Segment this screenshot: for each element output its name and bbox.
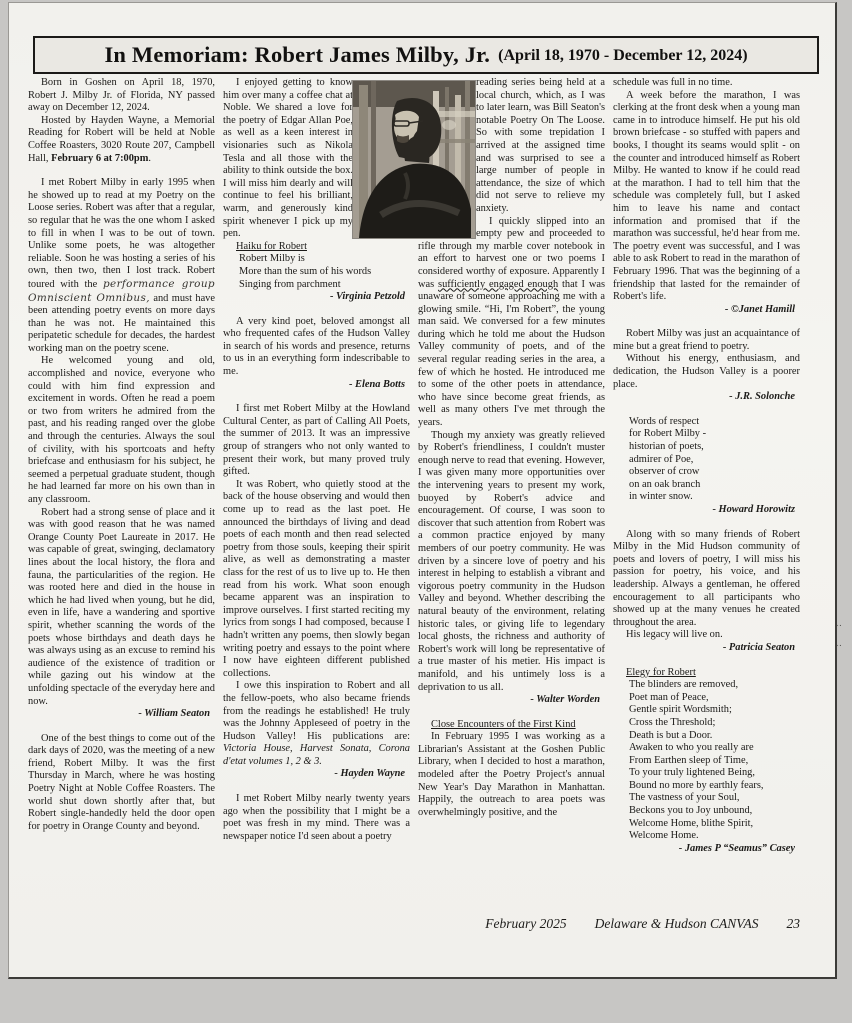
footer-publication-name: Delaware & Hudson CANVAS <box>594 916 759 931</box>
paragraph-gap <box>613 517 800 529</box>
paragraph <box>28 77 215 115</box>
signature: - William Seaton <box>138 708 210 720</box>
column-1 <box>28 77 215 937</box>
section-heading: Close Encounters of the First Kind <box>431 718 576 730</box>
paragraph <box>418 216 605 430</box>
signature: - Walter Worden <box>530 694 600 706</box>
paragraph <box>613 90 800 304</box>
text-segment: It was Robert, who quietly stood at the back of the house observing and would then come up to read as the last poet. He announced the birthdays of living and dead poets of each month and then read selected poetry from those souls, keeping their spirit alive, as well as demonstrating a master class for the rest of us to live up to. He then read from his work. What soon enough became apparent was an inspiration to improve ourselves. I first started reciting my lyrics from songs I had composed, because I hadn't written any poems, then slowly began writing poetry and essays to the point where I now have eighteen different published collections. <box>223 478 410 679</box>
paragraph <box>418 731 605 819</box>
paragraph-gap <box>613 655 800 667</box>
poem-line: observer of crow <box>629 466 700 478</box>
poem-line: From Earthen sleep of Time, <box>629 754 749 766</box>
robert-milby-photo <box>353 81 475 238</box>
text-segment: I met Robert Milby in early 1995 when he showed up to read at my Poetry on the Loose series. Robert was after that a regular, so regular that he was the one whom I asked to fill in when I was to be out of town. Unlike some poets, he was altogether reliable. Soon he was hosting a series of his own, then two, then I lost track. Robert toured with the <box>28 177 215 290</box>
scan-artifact: .. .. <box>836 618 843 648</box>
signature: - Hayden Wayne <box>334 768 405 780</box>
poem-line: for Robert Milby - <box>629 428 707 440</box>
styled-text-segment: Victoria House, Harvest Sonata, Corona d'etat volumes 1, 2 & 3. <box>223 743 410 767</box>
paragraph <box>223 316 410 379</box>
text-segment: schedule was full in no time. <box>613 77 733 88</box>
signature: - Elena Botts <box>348 378 405 390</box>
page-footer <box>485 916 800 932</box>
text-segment: His legacy will live on. <box>626 629 723 641</box>
poem-line: Welcome Home. <box>629 830 699 842</box>
paragraph <box>418 430 605 694</box>
paragraph <box>613 77 800 90</box>
paragraph-gap <box>613 316 800 328</box>
poem-line: The blinders are removed, <box>629 679 739 691</box>
paragraph <box>613 629 800 642</box>
paragraph <box>613 529 800 630</box>
text-segment: . <box>148 152 151 164</box>
poem-line: Singing from parchment <box>239 278 341 290</box>
paragraph <box>28 115 215 165</box>
text-segment: Robert Milby was just an acquaintance of mine but a great friend to poetry. <box>613 328 800 352</box>
paragraph-gap <box>28 721 215 733</box>
poem-line: Awaken to who you really are <box>629 742 754 754</box>
paragraph <box>28 177 215 355</box>
paragraph <box>613 353 800 391</box>
signature: - Virginia Petzold <box>329 291 405 303</box>
text-segment: Along with so many friends of Robert Milby in the Mid Hudson community of poets and lovers of poetry, I will miss his passion for poetry, his voice, and his leadership. Always a gentleman, he offered encouragement to all participants who showed up at the many venues he created throughout the area. <box>613 528 800 628</box>
text-segment: He welcomed young and old, accomplished and novice, everyone who could with him find expression and excitement in words. Often he read a poem or two from writers he admired from the past, and his reading ranged over the globe and through the centuries. Always the soul of civility, with his sportcoats and hefty briefcase and enthusiasm for his subject, he seemed a perpetual graduate student, though he had learned far more on his own than in any classroom. <box>28 355 215 505</box>
poem-line: Cross the Threshold; <box>629 716 716 728</box>
paragraph <box>223 793 410 843</box>
memoriam-title-box <box>33 36 819 74</box>
poem-line: admirer of Poe, <box>629 453 694 465</box>
paragraph <box>223 479 410 681</box>
poem-line: The vastness of your Soul, <box>629 792 740 804</box>
paragraph-gap <box>418 707 605 719</box>
text-segment: Without his energy, enthusiasm, and dedication, the Hudson Valley is a poorer place. <box>613 353 800 390</box>
text-segment: I quickly slipped into an empty pew and proceeded to rifle through my marble cover notebook in an effort to harvest one or two poems I considered worthy of exposure. Apparently I was <box>418 215 605 290</box>
poem-line: Words of respect <box>629 415 700 427</box>
text-segment: I enjoyed getting to know him over many a coffee chat at Noble. We shared a love for the poetry of Edgar Allan Poe, as well as a keen interest in visionaries such as Nikola Tesla and all those with the ability to think outside the box. I will miss him dearly and will continue to feel his brilliant, warm, and generously kind spirit whenever I pick up my pen. <box>223 77 353 240</box>
paragraph <box>28 733 215 834</box>
text-segment: Hosted by Hayden Wayne, a Memorial Reading for Robert will be held at Noble Coffee Roasters, 3020 Route 207, Campbell Hall, <box>28 114 215 164</box>
paragraph-gap <box>223 781 410 793</box>
paragraph <box>613 328 800 353</box>
portrait-photo-graphic <box>353 81 475 238</box>
poem-line: Poet man of Peace, <box>629 691 709 703</box>
text-segment: Robert had a strong sense of place and it was with good reason that he was named Orange County Poet Laureate in 2017. He was capable of great, swinging, declamatory lines about the local history, the flora and fauna, the particularities of the region. He was rooted here and died in the house in which he had lived when young, but he did, even in life, have a wandering and sportive spirit, whether scanning the words of the poets whose birthdays and death days he was always using as an excuse to remind his audience of the existence of tradition or while gazing out his window at the unfolding spectacle of the everyday here and now. <box>28 506 215 707</box>
text-segment: reading series being held at a local church, which, as I was to later learn, was Bill Seaton's notable Poetry On The Loose. So with some trepidation I arrived at the assigned time and was surprised to see a large number of people in attendance, the size of which did not serve to relieve my anxiety. <box>476 77 605 214</box>
text-segment: Born in Goshen on April 18, 1970, Robert J. Milby Jr. of Florida, NY passed away on December 12, 2024. <box>28 77 215 114</box>
poem-line: Bound no more by earthly fears, <box>629 779 764 791</box>
text-segment: I first met Robert Milby at the Howland Cultural Center, as part of Calling All Poets, the summer of 2013. It was an impressive group of strangers who not only wanted to present their work, but many proved truly gifted. <box>223 403 410 478</box>
text-segment: I owe this inspiration to Robert and all the fellow-poets, who also became friends from the readings he established! He truly was the Johnny Appleseed of poetry in the Hudson Valley! His publications are: <box>223 680 410 742</box>
section-heading: Elegy for Robert <box>626 666 696 678</box>
column-4 <box>613 77 800 937</box>
text-segment: One of the best things to come out of the dark days of 2020, was the meeting of a new friend, Robert Milby. It was the first Thursday in March, where he was hosting Poetry Night at Noble Coffee Roasters. The world shut down shortly after that, but Robert single-handedly held the door open for poetry in Orange County and beyond. <box>28 732 215 832</box>
poem-line: Beckons you to Joy unbound, <box>629 805 753 817</box>
paragraph-gap <box>223 391 410 403</box>
poem-line: Death is but a Door. <box>629 729 713 741</box>
paragraph-gap <box>223 304 410 316</box>
text-segment: I met Robert Milby nearly twenty years ago when the possibility that I might be a poet was fresh in my mind. There was a newspaper notice I'd seen about a poetry <box>223 793 410 842</box>
signature: - James P “Seamus” Casey <box>678 842 795 854</box>
poem-line: Welcome Home, blithe Spirit, <box>629 817 754 829</box>
text-segment: A week before the marathon, I was clerking at the front desk when a young man came in to introduce himself. He put his old brown briefcase - so stuffed with papers and books, I thought its seams would split - on the counter and introduced himself as Robert Milby. He wanted to know if he could read at the marathon. I had to tell him that the schedule was completely full, but I asked him to leave his name and contact information and promised that if the marathon was successful, he'd hear from me. The poetry event was successful, and I was able to ask Robert to read in the marathon of February 1996. That was the beginning of a friendship that lasted for the remainder of Robert's life. <box>613 89 800 303</box>
footer-issue-date: February 2025 <box>485 916 567 931</box>
paragraph <box>28 355 215 506</box>
text-segment: In February 1995 I was working as a Librarian's Assistant at the Goshen Public Library, when I decided to host a marathon, modeled after the Poetry Project's annual New Year's Day Marathon in Manhattan. Happily, the outreach to area poets was overwhelmingly positive, and the <box>418 731 605 818</box>
signature: - Howard Horowitz <box>712 504 795 515</box>
footer-page-number: 23 <box>786 916 800 931</box>
poem-line: More than the sum of his words <box>239 265 372 277</box>
styled-text-segment: sufficiently engaged enough <box>438 278 559 290</box>
signature: - Patricia Seaton <box>722 641 795 653</box>
poem-line: historian of poets, <box>629 441 704 453</box>
styled-text-segment: February 6 at 7:00pm <box>51 152 149 164</box>
poem-line: on an oak branch <box>629 478 701 490</box>
paragraph-gap <box>613 404 800 416</box>
styled-text-segment: performance group Omniscient Omnibus, <box>28 277 215 304</box>
poem-line: To your truly lightened Being, <box>629 767 755 779</box>
section-heading: Haiku for Robert <box>236 240 307 252</box>
text-segment: and must have been attending poetry events on more days than he was not. He maintained this peripatetic schedule for decades, the hardest working man on the poetry scene. <box>28 292 215 354</box>
paragraph <box>223 403 410 479</box>
poem-line: Robert Milby is <box>239 253 305 265</box>
page-title: In Memoriam: Robert James Milby, Jr. <box>104 42 491 67</box>
text-segment: A very kind poet, beloved amongst all who frequented cafes of the Hudson Valley in search of his words and presence, returns to us in an everything form indescribable to me. <box>223 315 410 378</box>
paragraph <box>223 680 410 768</box>
text-segment: Though my anxiety was greatly relieved by Robert's friendliness, I couldn't muster enough nerve to read that evening. However, I was given many more opportunities over the intervening years to present my work, buoyed by Robert's advice and encouragement. Of course, I was soon to discover that such attention from Robert was a common practice enjoyed by many members of our poetry community. He was driven by a sincere love of poetry and his interest in helping to establish a vibrant and vigorous poetry community in the Hudson Valley and beyond. Whether describing the natural beauty of the environment, relating historic tales, or giving life to legendary local ghosts, the richness and authority of Robert's work will long be representative of a true master of his metier. His impact is manifold, and his untimely loss is a deprivation to us all. <box>418 429 605 693</box>
signature: - ©Janet Hamill <box>724 303 795 315</box>
paragraph-gap <box>28 165 215 177</box>
life-dates: (April 18, 1970 - December 12, 2024) <box>498 47 748 64</box>
poem-line: in winter snow. <box>629 491 693 503</box>
poem-line: Gentle spirit Wordsmith; <box>629 704 732 716</box>
signature: - J.R. Solonche <box>729 391 795 403</box>
paragraph <box>28 507 215 709</box>
text-segment: that I was unaware of someone approaching me with a glowing smile. “Hi, I'm Robert”, the young man said. We conversed for a few minutes during which he told me about the Hudson Valley community of poets, and of the several regular reading series in the area, a few of which he hosted. He introduced me to some of the other poets in attendance, who have since become great friends, as well as many others I've met through the years. <box>418 278 605 429</box>
